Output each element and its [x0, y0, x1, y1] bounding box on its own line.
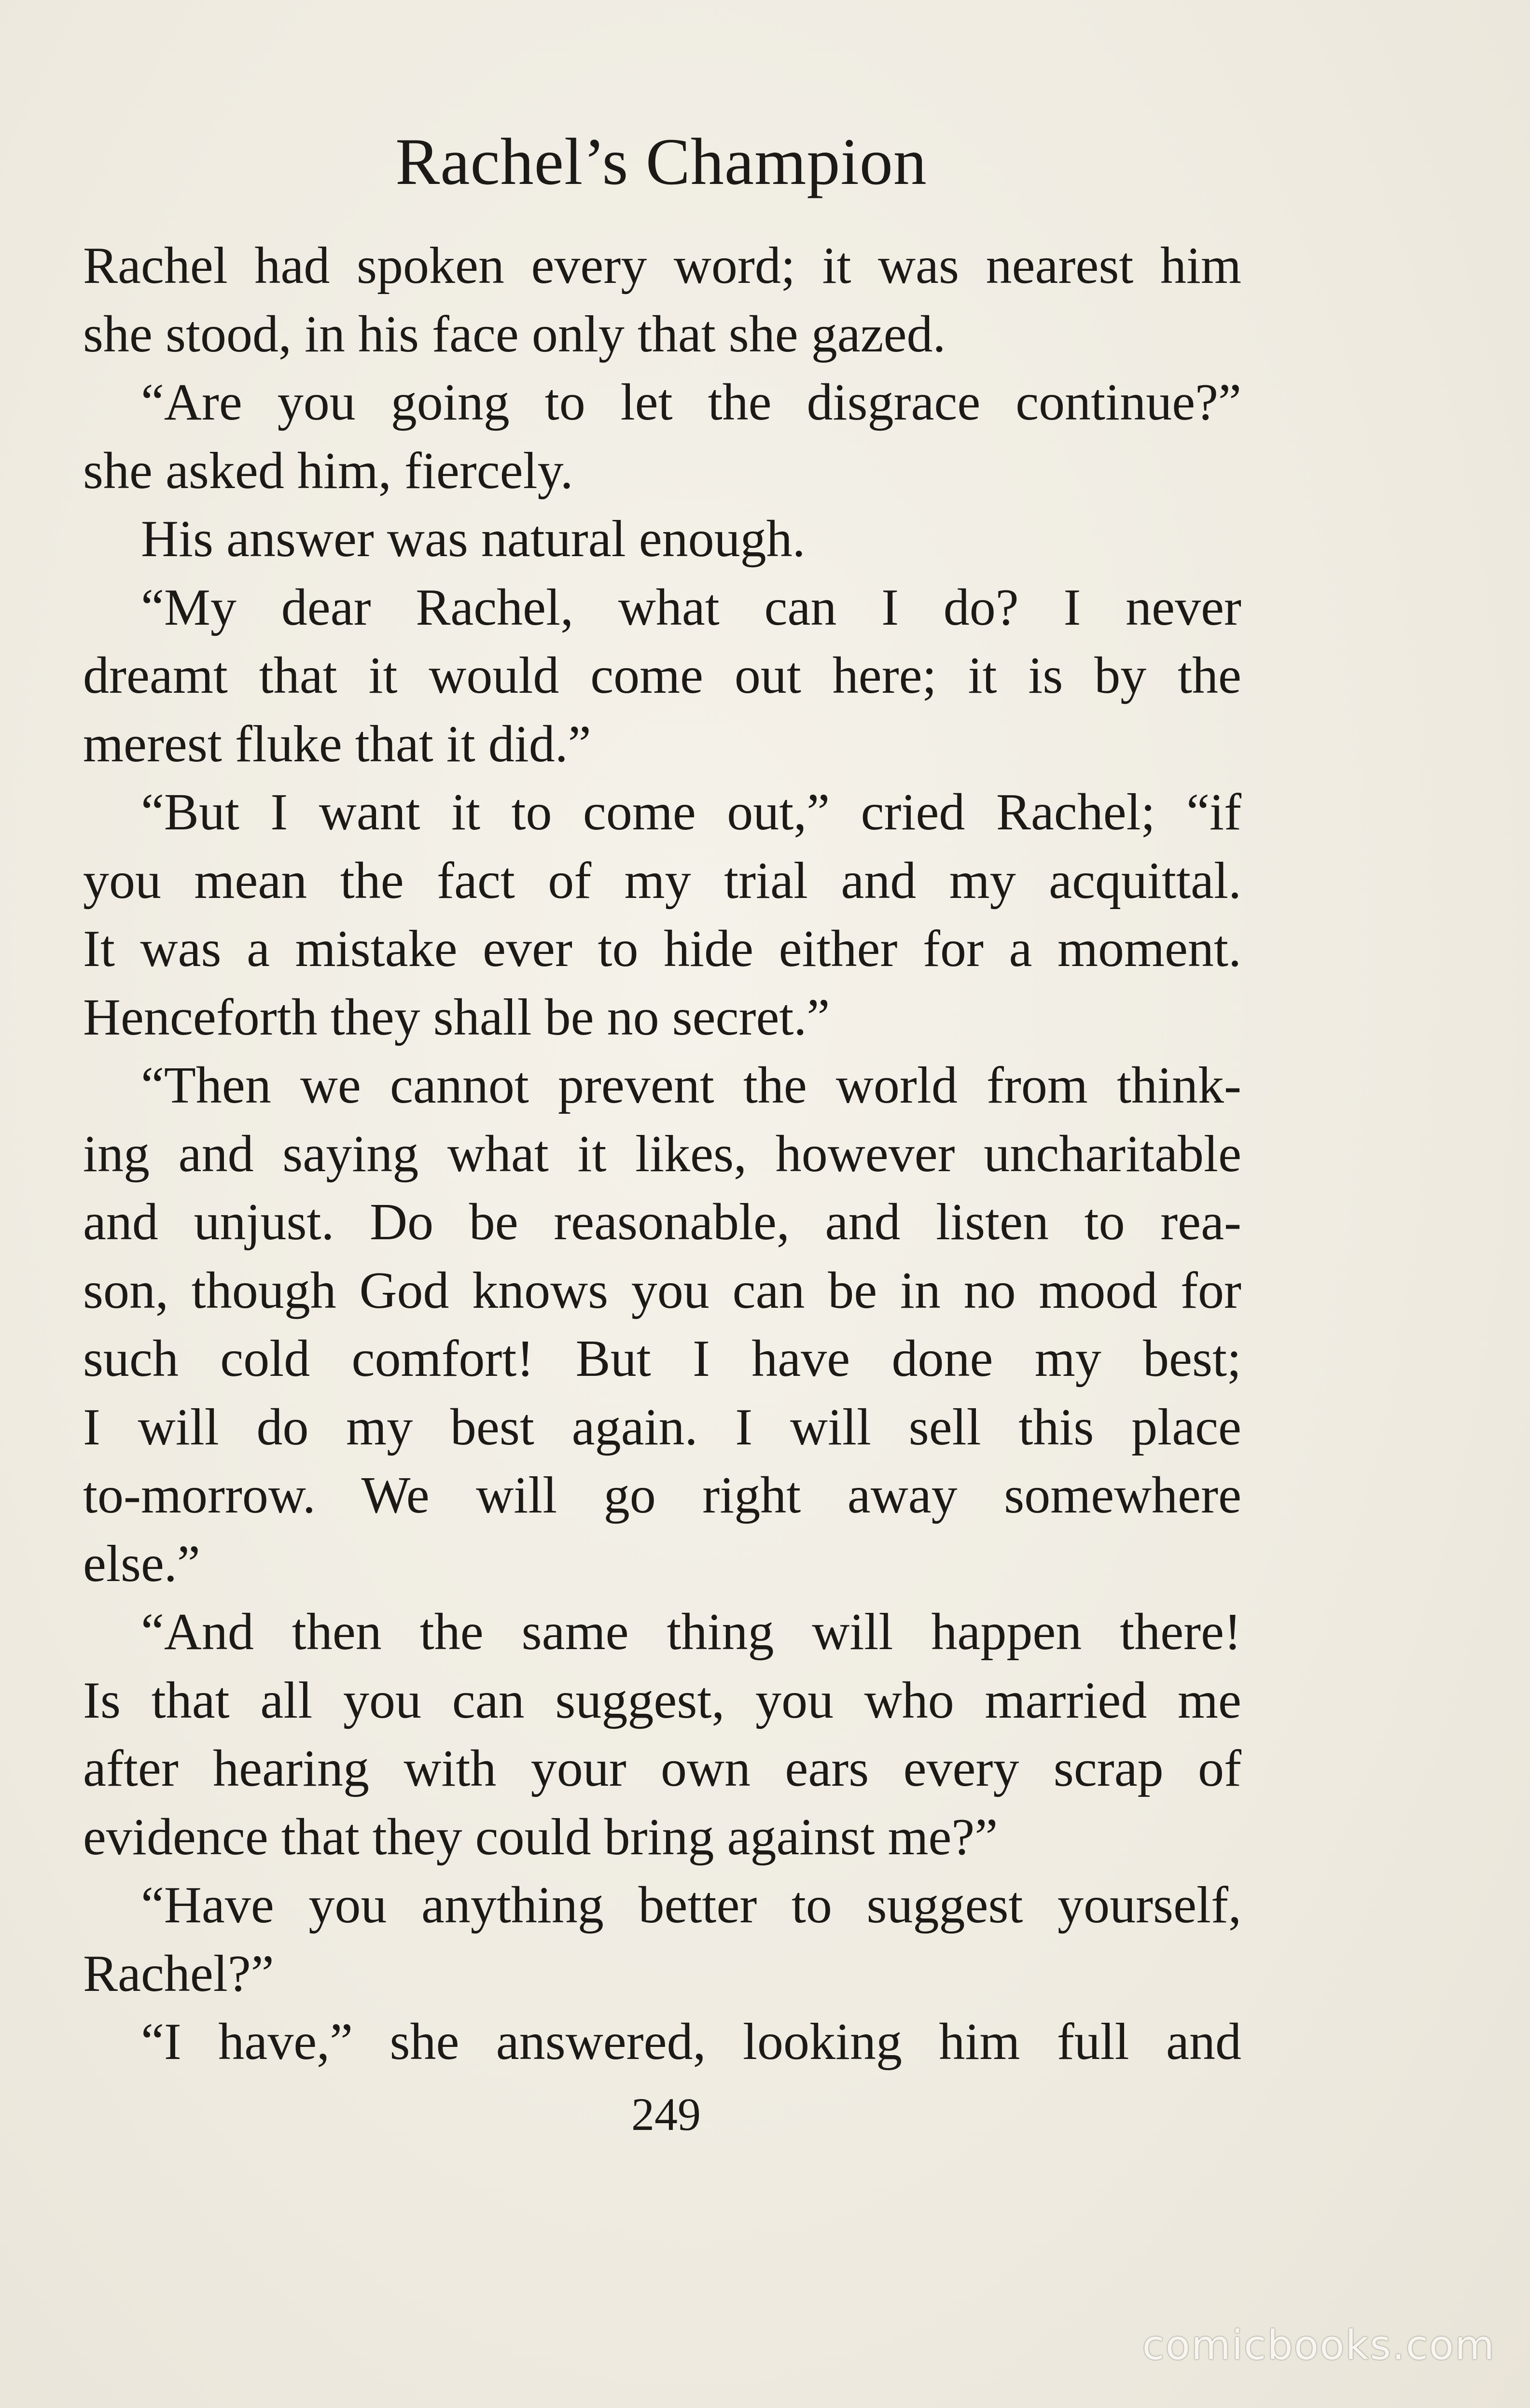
- text-line: dreamt that it would come out here; it is by the: [83, 647, 1241, 704]
- text-line: Is that all you can suggest, you who married me: [83, 1671, 1241, 1729]
- text-line: Henceforth they shall be no secret.”: [83, 988, 830, 1046]
- running-head: Rachel’s Champion: [395, 125, 927, 198]
- text-line: “But I want it to come out,” cried Rachel; “if: [141, 784, 1241, 841]
- text-line: “I have,” she answered, looking him full and: [141, 2013, 1241, 2071]
- body-text: [83, 232, 1241, 2076]
- text-line: after hearing with your own ears every scrap of: [83, 1740, 1241, 1797]
- text-line: “My dear Rachel, what can I do? I never: [141, 578, 1241, 636]
- text-line: “Have you anything better to suggest yourself,: [141, 1876, 1241, 1934]
- text-line: evidence that they could bring against me?”: [83, 1808, 998, 1866]
- text-line: such cold comfort! But I have done my best;: [83, 1330, 1241, 1387]
- text-line: else.”: [83, 1535, 200, 1593]
- site-watermark: comicbooks.com: [1142, 2322, 1495, 2369]
- text-line: to-morrow. We will go right away somewhere: [83, 1467, 1241, 1524]
- text-line: she asked him, fiercely.: [83, 442, 573, 500]
- text-line: she stood, in his face only that she gazed.: [83, 305, 946, 363]
- text-line: His answer was natural enough.: [141, 510, 806, 568]
- page-number: 249: [631, 2088, 701, 2140]
- text-line: son, though God knows you can be in no mood for: [83, 1261, 1241, 1319]
- text-line: “Are you going to let the disgrace continue?”: [141, 374, 1241, 431]
- text-line: you mean the fact of my trial and my acquittal.: [83, 852, 1241, 910]
- text-line: and unjust. Do be reasonable, and listen to rea-: [83, 1193, 1241, 1251]
- text-line: It was a mistake ever to hide either for a moment.: [83, 920, 1241, 978]
- text-line: “And then the same thing will happen there!: [141, 1603, 1241, 1661]
- text-line: “Then we cannot prevent the world from think-: [141, 1057, 1241, 1114]
- text-line: Rachel?”: [83, 1945, 274, 2002]
- text-line: merest fluke that it did.”: [83, 715, 591, 773]
- text-line: I will do my best again. I will sell this place: [83, 1398, 1241, 1456]
- text-line: Rachel had spoken every word; it was nearest him: [83, 237, 1241, 294]
- text-line: ing and saying what it likes, however uncharitable: [83, 1125, 1241, 1183]
